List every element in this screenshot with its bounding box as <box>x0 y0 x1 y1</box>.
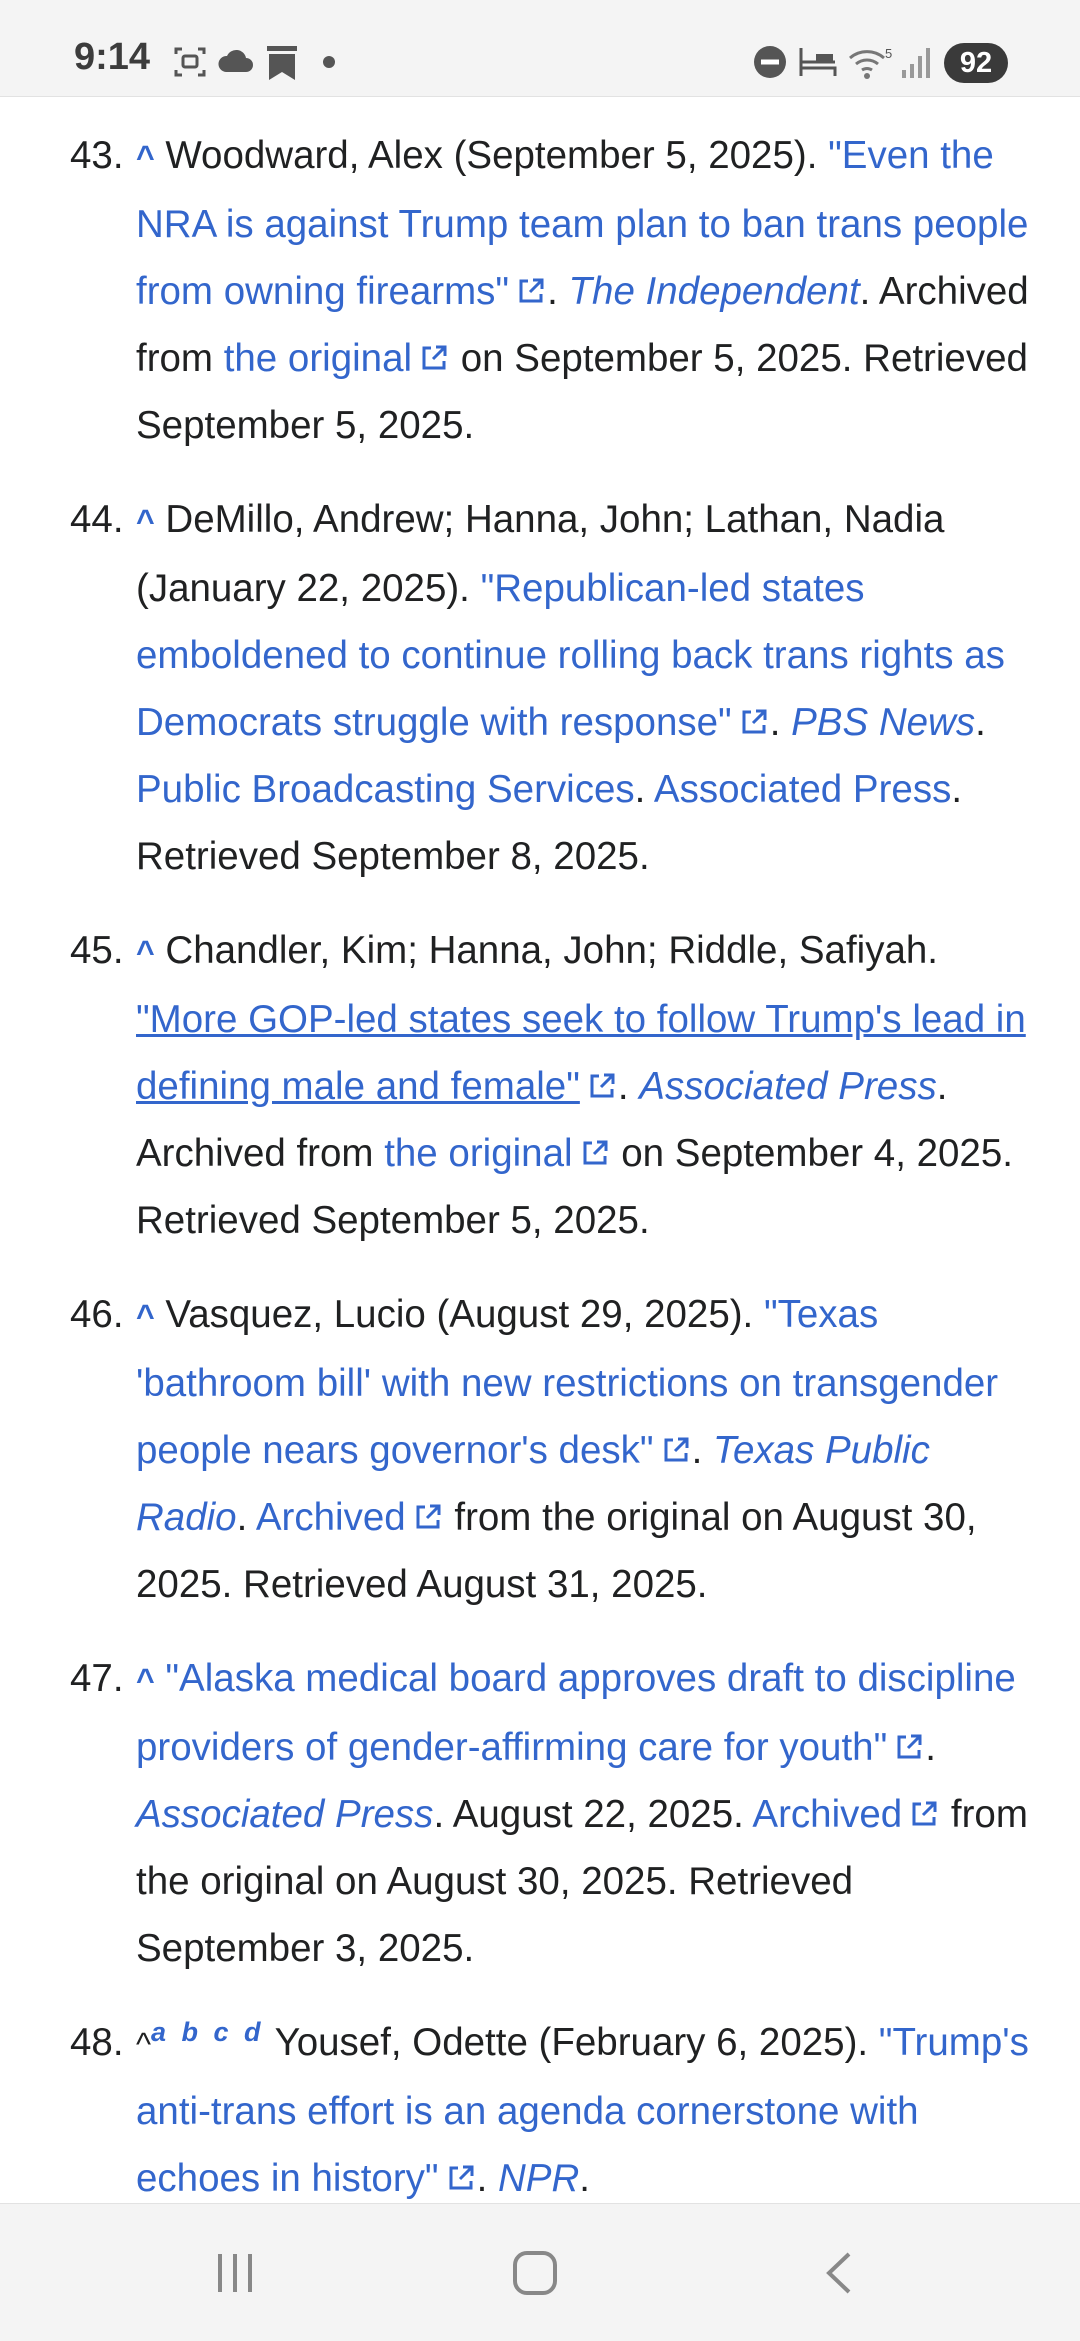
citation-link[interactable]: NPR <box>497 2157 580 2200</box>
citation-text: . <box>769 701 792 744</box>
citation-link[interactable]: Texas Public Radio <box>136 1429 930 1539</box>
citation-link[interactable]: The Independent <box>568 270 860 313</box>
citation-link[interactable]: the original <box>223 337 413 380</box>
status-bar <box>0 0 1080 97</box>
reference-item <box>70 1645 1030 1982</box>
citation-text: . <box>634 768 654 811</box>
citation-text: . August 22, 2025. <box>433 1793 753 1836</box>
references-section <box>0 97 1080 2202</box>
citation-link[interactable]: the original <box>384 1132 573 1175</box>
citation-text: . <box>925 1726 936 1769</box>
reference-number: 45. <box>70 929 124 972</box>
reference-item <box>70 2009 1030 2202</box>
citation-link[interactable]: Archived <box>255 1496 406 1539</box>
sleep-icon <box>798 44 838 80</box>
backlink-caret: ^ <box>136 2026 152 2062</box>
citation-text: Vasquez, Lucio (August 29, 2025). <box>165 1293 764 1336</box>
external-link-icon <box>893 1731 925 1763</box>
citation-text: from the original on August 30, 2025. Retrieved September 3, 2025. <box>136 1793 1028 1970</box>
home-icon[interactable] <box>510 2248 560 2298</box>
reference-item <box>70 122 1030 459</box>
citation-text: on September 5, 2025. Retrieved September 5, 2025. <box>136 337 1028 447</box>
backlink-caret[interactable]: ^ <box>136 934 155 970</box>
citation-text: . Archived from <box>136 1065 948 1175</box>
reference-number: 44. <box>70 498 124 541</box>
citation-link[interactable]: "Alaska medical board approves draft to discipline providers of gender-affirming care for youth" <box>136 1657 1016 1769</box>
references-list <box>0 122 1080 2202</box>
citation-link[interactable]: Associated Press <box>653 768 952 811</box>
navigation-bar <box>0 2203 1080 2341</box>
citation-link[interactable]: Public Broadcasting Services <box>136 768 635 811</box>
citation-text: . <box>691 1429 713 1472</box>
external-link-icon <box>445 2162 477 2194</box>
citation-text: . Retrieved September 8, 2025. <box>136 768 963 878</box>
backlink-letters[interactable]: a b c d <box>151 2017 265 2048</box>
external-link-icon <box>586 1070 618 1102</box>
citation-text: . Archived from <box>136 270 1029 380</box>
signal-icon <box>900 44 934 80</box>
citation-link[interactable]: "Republican-led states emboldened to continue rolling back trans rights as Democrats struggle with response" <box>136 567 1005 744</box>
back-icon[interactable] <box>815 2248 865 2298</box>
citation-link[interactable]: "Texas 'bathroom bill' with new restrictions on transgender people nears governor's desk" <box>136 1293 999 1472</box>
citation-link[interactable]: Archived <box>752 1793 903 1836</box>
citation-text: Chandler, Kim; Hanna, John; Riddle, Safiyah. <box>165 929 938 972</box>
backlink-caret[interactable]: ^ <box>136 1298 155 1334</box>
dot-icon <box>322 44 336 80</box>
svg-text:5: 5 <box>885 46 893 61</box>
external-link-icon <box>738 706 770 738</box>
external-link-icon <box>908 1798 940 1830</box>
battery-indicator: 92 <box>944 43 1008 83</box>
citation-link[interactable]: "Even the NRA is against Trump team plan to ban trans people from owning firearms" <box>136 134 1029 313</box>
citation-link[interactable]: "More GOP-led states seek to follow Trump's lead in defining male and female" <box>136 998 1026 1108</box>
citation-text: Woodward, Alex (September 5, 2025). <box>165 134 829 177</box>
reference-item <box>70 917 1030 1254</box>
do-not-disturb-icon <box>752 44 788 80</box>
citation-link[interactable]: Associated Press <box>136 1793 434 1836</box>
citation-text: from the original on August 30, 2025. Retrieved August 31, 2025. <box>136 1496 977 1606</box>
wifi-icon <box>848 44 894 80</box>
reference-number: 46. <box>70 1293 124 1336</box>
citation-text: DeMillo, Andrew; Hanna, John; Lathan, Nadia (January 22, 2025). <box>136 498 945 610</box>
external-link-icon <box>412 1501 444 1533</box>
reference-number: 47. <box>70 1657 124 1700</box>
citation-link[interactable]: "Trump's anti-trans effort is an agenda cornerstone with echoes in history" <box>136 2021 1029 2200</box>
citation-text: Yousef, Odette (February 6, 2025). <box>274 2021 879 2064</box>
external-link-icon <box>579 1137 611 1169</box>
reference-item <box>70 1281 1030 1618</box>
external-link-icon <box>515 275 547 307</box>
status-time: 9:14 <box>74 36 151 78</box>
screenshot-icon <box>172 44 208 80</box>
citation-text: . <box>579 2157 590 2200</box>
external-link-icon <box>660 1434 692 1466</box>
bookmark-icon <box>264 44 300 82</box>
citation-text: . <box>236 1496 256 1539</box>
external-link-icon <box>418 342 450 374</box>
cloud-icon <box>216 44 256 80</box>
backlink-caret[interactable]: ^ <box>136 1662 155 1698</box>
backlink-caret[interactable]: ^ <box>136 503 155 539</box>
backlink-caret[interactable]: ^ <box>136 139 155 175</box>
reference-item <box>70 486 1030 890</box>
recent-apps-icon[interactable] <box>210 2248 260 2298</box>
citation-text: . <box>547 270 569 313</box>
citation-text: . <box>476 2157 498 2200</box>
citation-link[interactable]: Associated Press <box>639 1065 937 1108</box>
reference-number: 48. <box>70 2021 124 2064</box>
citation-text: on September 4, 2025. Retrieved September 5, 2025. <box>136 1132 1013 1242</box>
reference-number: 43. <box>70 134 124 177</box>
citation-link[interactable]: PBS News <box>791 701 976 744</box>
citation-text: . <box>975 701 986 744</box>
citation-text: . <box>617 1065 640 1108</box>
